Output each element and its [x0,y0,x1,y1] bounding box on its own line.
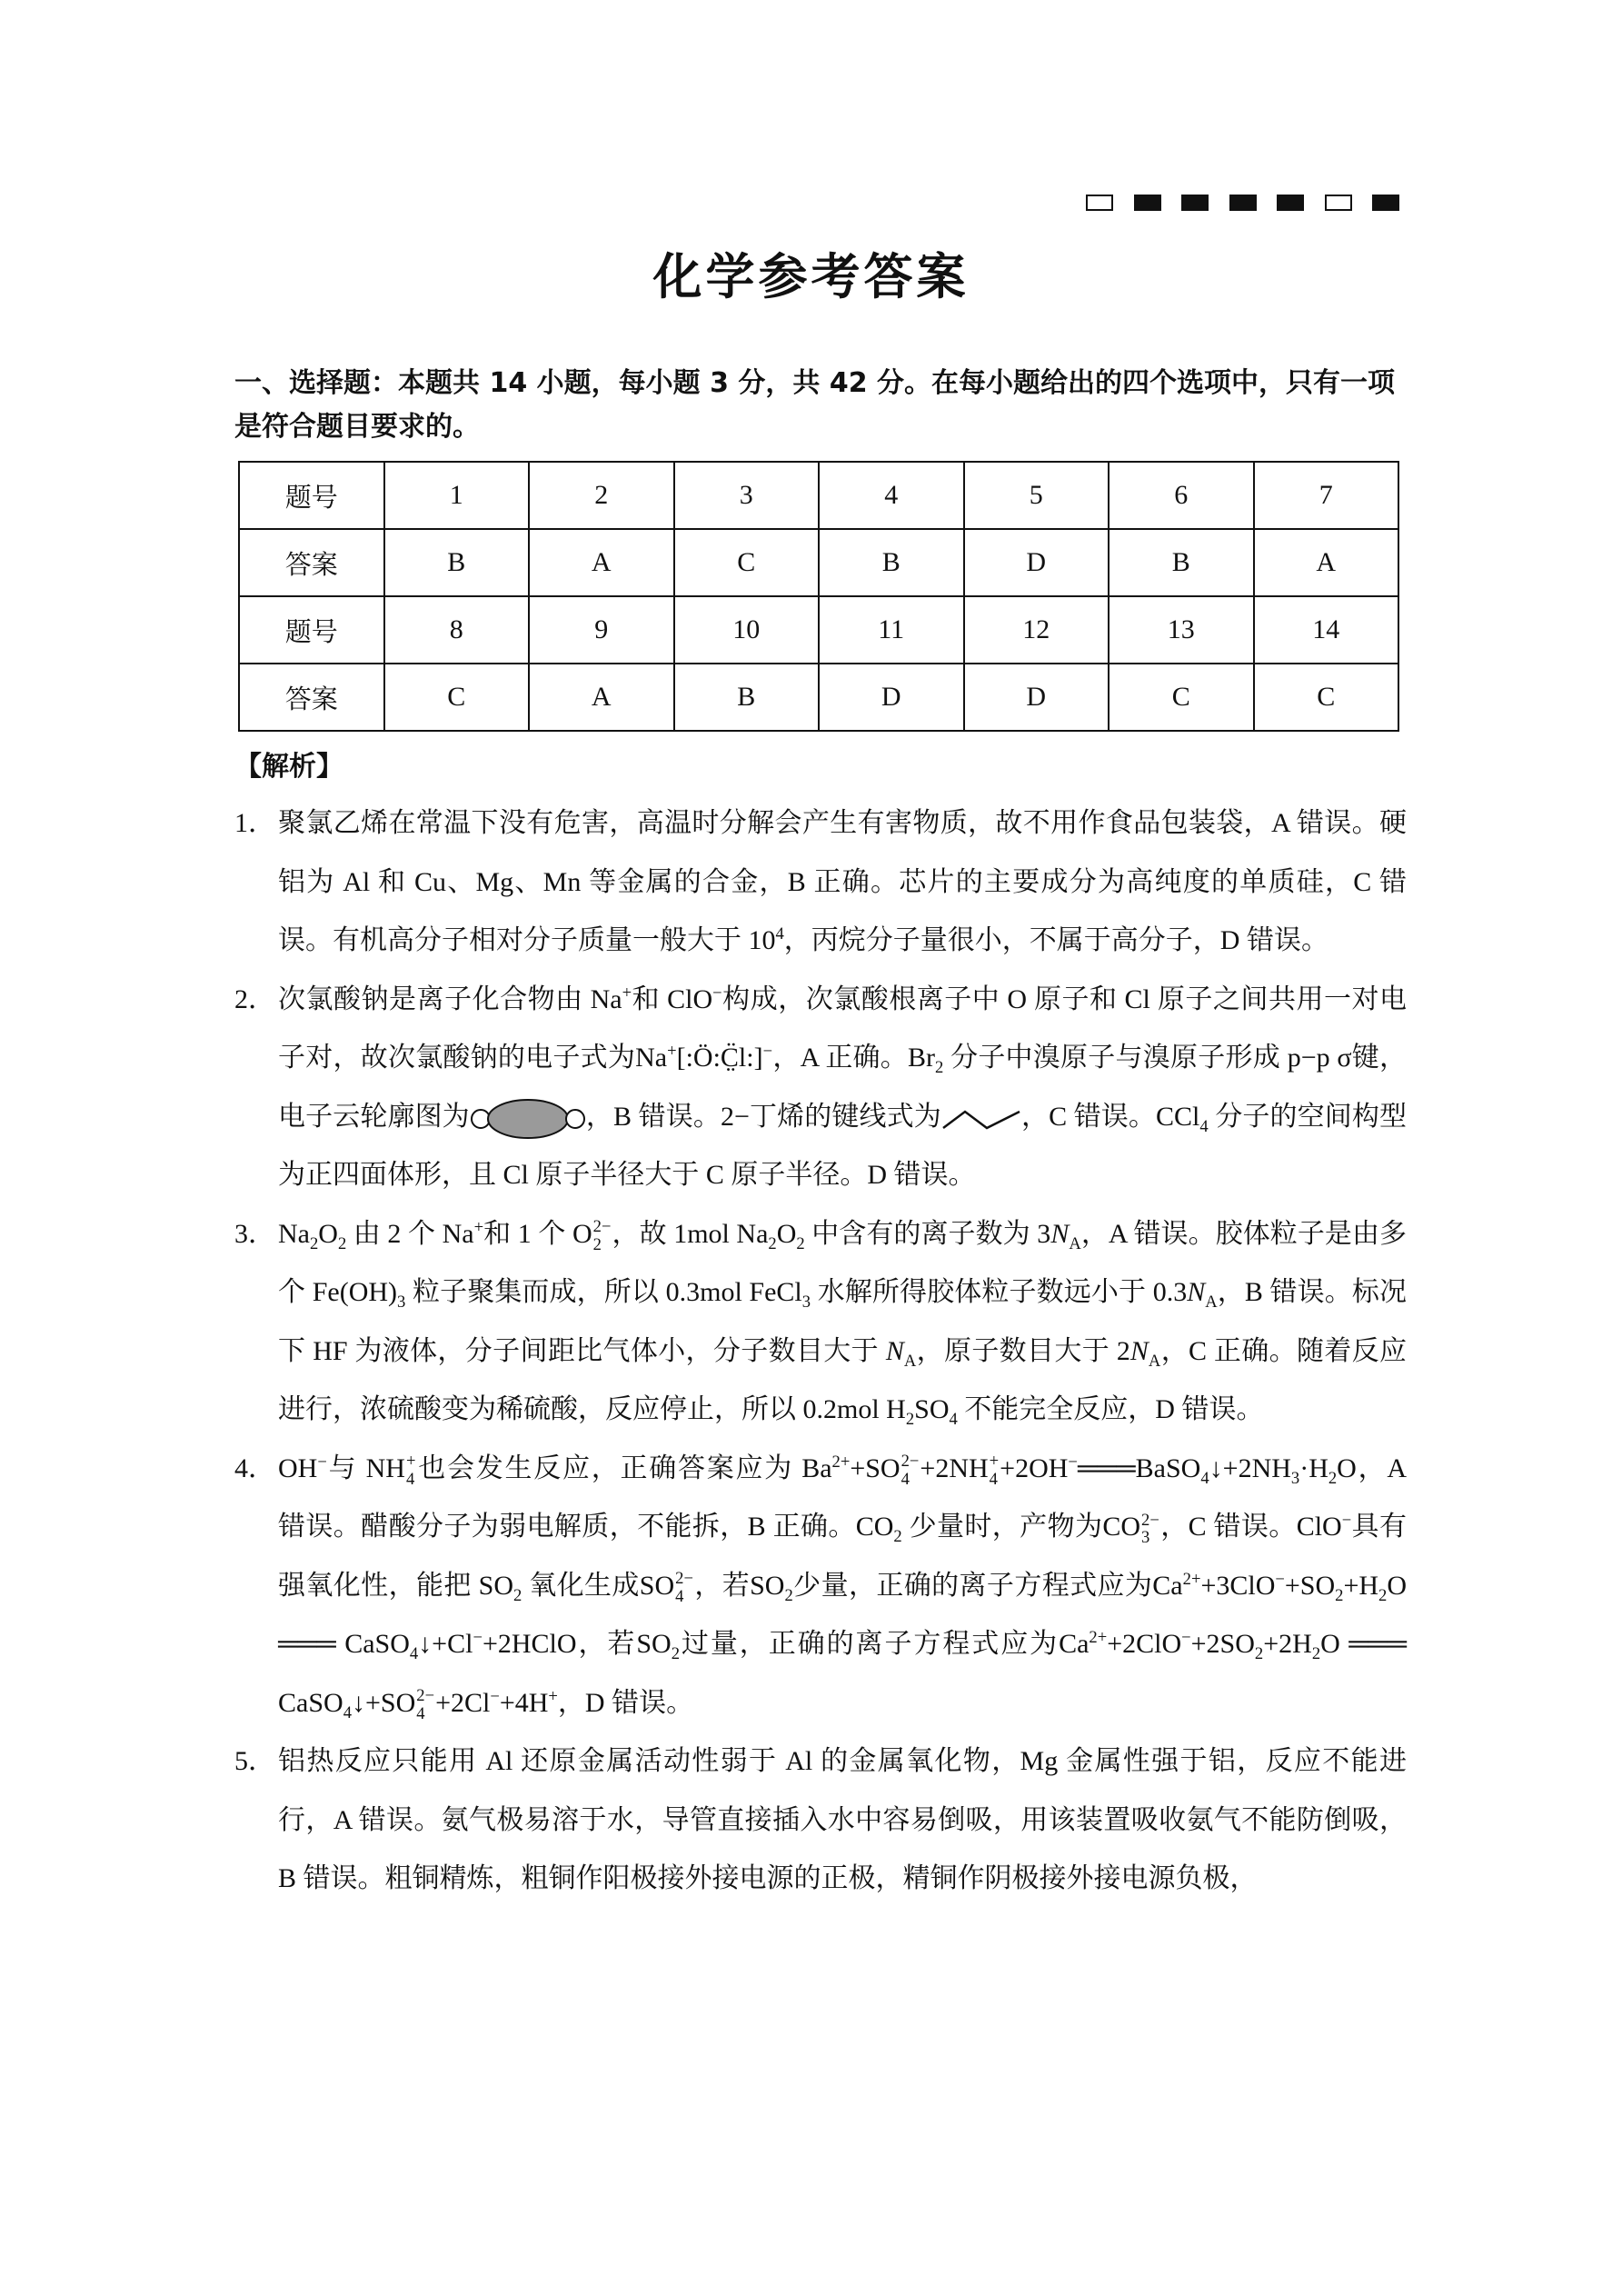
analysis-item-5: 5． 铝热反应只能用 Al 还原金属活动性弱于 Al 的金属氧化物，Mg 金属性强于铝，反应不能进行，A 错误。氨气极易溶于水，导管直接插入水中容易倒吸，用该装置吸收氨气不能防倒吸，B 错误。粗铜精炼，粗铜作阳极接外接电源的正极，精铜作阴极接外接电源负极， [234,1732,1407,1909]
question-number-cell: 13 [1109,596,1254,664]
answer-cell: A [529,664,674,731]
question-number-cell: 4 [819,462,964,529]
code-mark-filled [1277,195,1304,211]
section-heading: 一、选择题：本题共 14 小题，每小题 3 分，共 42 分。在每小题给出的四个选项中，只有一项是符合题目要求的。 [234,367,1396,443]
answer-cell: D [964,664,1110,731]
table-header-cell: 题号 [239,462,384,529]
page-title: 化学参考答案 [652,247,970,305]
code-mark-filled [1229,195,1257,211]
question-number-cell: 9 [529,596,674,664]
question-number-cell: 6 [1109,462,1254,529]
question-number-cell: 14 [1254,596,1399,664]
paper-code-marks [1086,195,1399,215]
table-row [239,596,1398,664]
table-row [239,462,1398,529]
code-mark-filled [1181,195,1209,211]
analysis-item-3: 3． $Na_2O_2$ 由 2 个 Na+和 1 个 O 2− 2 ，故 1mol $Na_2O_2$ 中含有的离子数为 $3N_A$，A 错误。胶体粒子是由多个 $Fe(OH)_3$ 粒子聚集而成，所以 0.3mol FeCl$_3$ 水解所得胶体粒子数远小于 $0.3N_A$，B 错误。标况下 HF 为液体，分子间距比气体小，分子数目大于 $N_A$，原子数目大于 $2N_A$，C 正确。随着反应进行，浓硫酸变为稀硫酸，反应停止，所以 0.2mol $H_2SO_4$ 不能完全反应，D 错误。 [234,1205,1407,1440]
question-number-cell: 8 [384,596,530,664]
item-number: 5． [234,1746,275,1776]
answer-table [238,461,1399,732]
answer-cell: D [964,529,1110,596]
question-number-cell: 11 [819,596,964,664]
answer-cell: A [529,529,674,596]
code-mark-empty [1325,195,1352,211]
item-number: 3． [234,1218,275,1249]
answer-cell: C [1254,664,1399,731]
code-mark-filled [1134,195,1161,211]
question-number-cell: 2 [529,462,674,529]
table-header-cell: 答案 [239,664,384,731]
answer-cell: C [674,529,820,596]
answer-cell: D [819,664,964,731]
analysis-item-1: 1． 聚氯乙烯在常温下没有危害，高温时分解会产生有害物质，故不用作食品包装袋，A 错误。硬铝为 Al 和 Cu、Mg、Mn 等金属的合金，B 正确。芯片的主要成分为高纯度的单质硅，C 错误。有机高分子相对分子质量一般大于 $10^4$，丙烷分子量很小，不属于高分子，D 错误。 [234,794,1407,971]
answer-cell: B [384,529,530,596]
answer-cell: B [1109,529,1254,596]
p-p-sigma-cloud-icon [470,1098,586,1140]
item-number: 1． [234,808,275,838]
table-header-cell: 答案 [239,529,384,596]
analysis-item-2: 2． 次氯酸钠是离子化合物由 Na+和 ClO−构成，次氯酸根离子中 O 原子和 Cl 原子之间共用一对电子对，故次氯酸钠的电子式为Na+[:Ö:C̤̈l:]−，A 正确。$Br_2$ 分子中溴原子与溴原子形成 p−p σ键，电子云轮廓图为 ，B 错误。2−丁烯的键线式为 ，C 错误。CCl$_4$ 分子的空间构型为正四面体形，且 Cl 原子半径大于 C 原子半径。D 错误。 [234,971,1407,1205]
question-number-cell: 1 [384,462,530,529]
table-row [239,664,1398,731]
analysis-heading: 【解析】 [234,751,343,783]
answer-cell: A [1254,529,1399,596]
answer-cell: C [384,664,530,731]
code-mark-empty [1086,195,1113,211]
question-number-cell: 12 [964,596,1110,664]
analysis-item-4: 4． OH−与 NH + 4 也会发生反应，正确答案应为 $Ba^{2+}+SO$ 2− 4 +2NH + 4 $+2OH^-═══BaSO_4↓+2NH_3\cdot H_2O$，A 错误。醋酸分子为弱电解质，不能拆，B 正确。$CO_2$ 少量时，产物为CO 2− 3 ，C 错误。ClO−具有强氧化性，能把 $SO_2$ 氧化生成SO 2− 4 ，若$SO_2$少量，正确的离子方程式应为$Ca^{2+}+3ClO^-+SO_2+H_2O$ ═══ CaSO$_4$↓+Cl−+2HClO，若$SO_2$过量，正确的离子方程式应为$Ca^{2+}+2ClO^-+2SO_2+2H_2O$ ═══ CaSO$_4$↓+SO 2− 4 +2Cl−+4H+，D 错误。 [234,1440,1407,1733]
bond-line-formula-icon [941,1106,1021,1132]
question-number-cell: 10 [674,596,820,664]
table-header-cell: 题号 [239,596,384,664]
table-row [239,529,1398,596]
code-mark-filled [1372,195,1399,211]
question-number-cell: 5 [964,462,1110,529]
answer-cell: B [674,664,820,731]
item-number: 4． [234,1452,275,1483]
answer-cell: C [1109,664,1254,731]
item-number: 2． [234,983,275,1014]
answer-cell: B [819,529,964,596]
question-number-cell: 3 [674,462,820,529]
question-number-cell: 7 [1254,462,1399,529]
analysis-list [234,794,1407,1909]
